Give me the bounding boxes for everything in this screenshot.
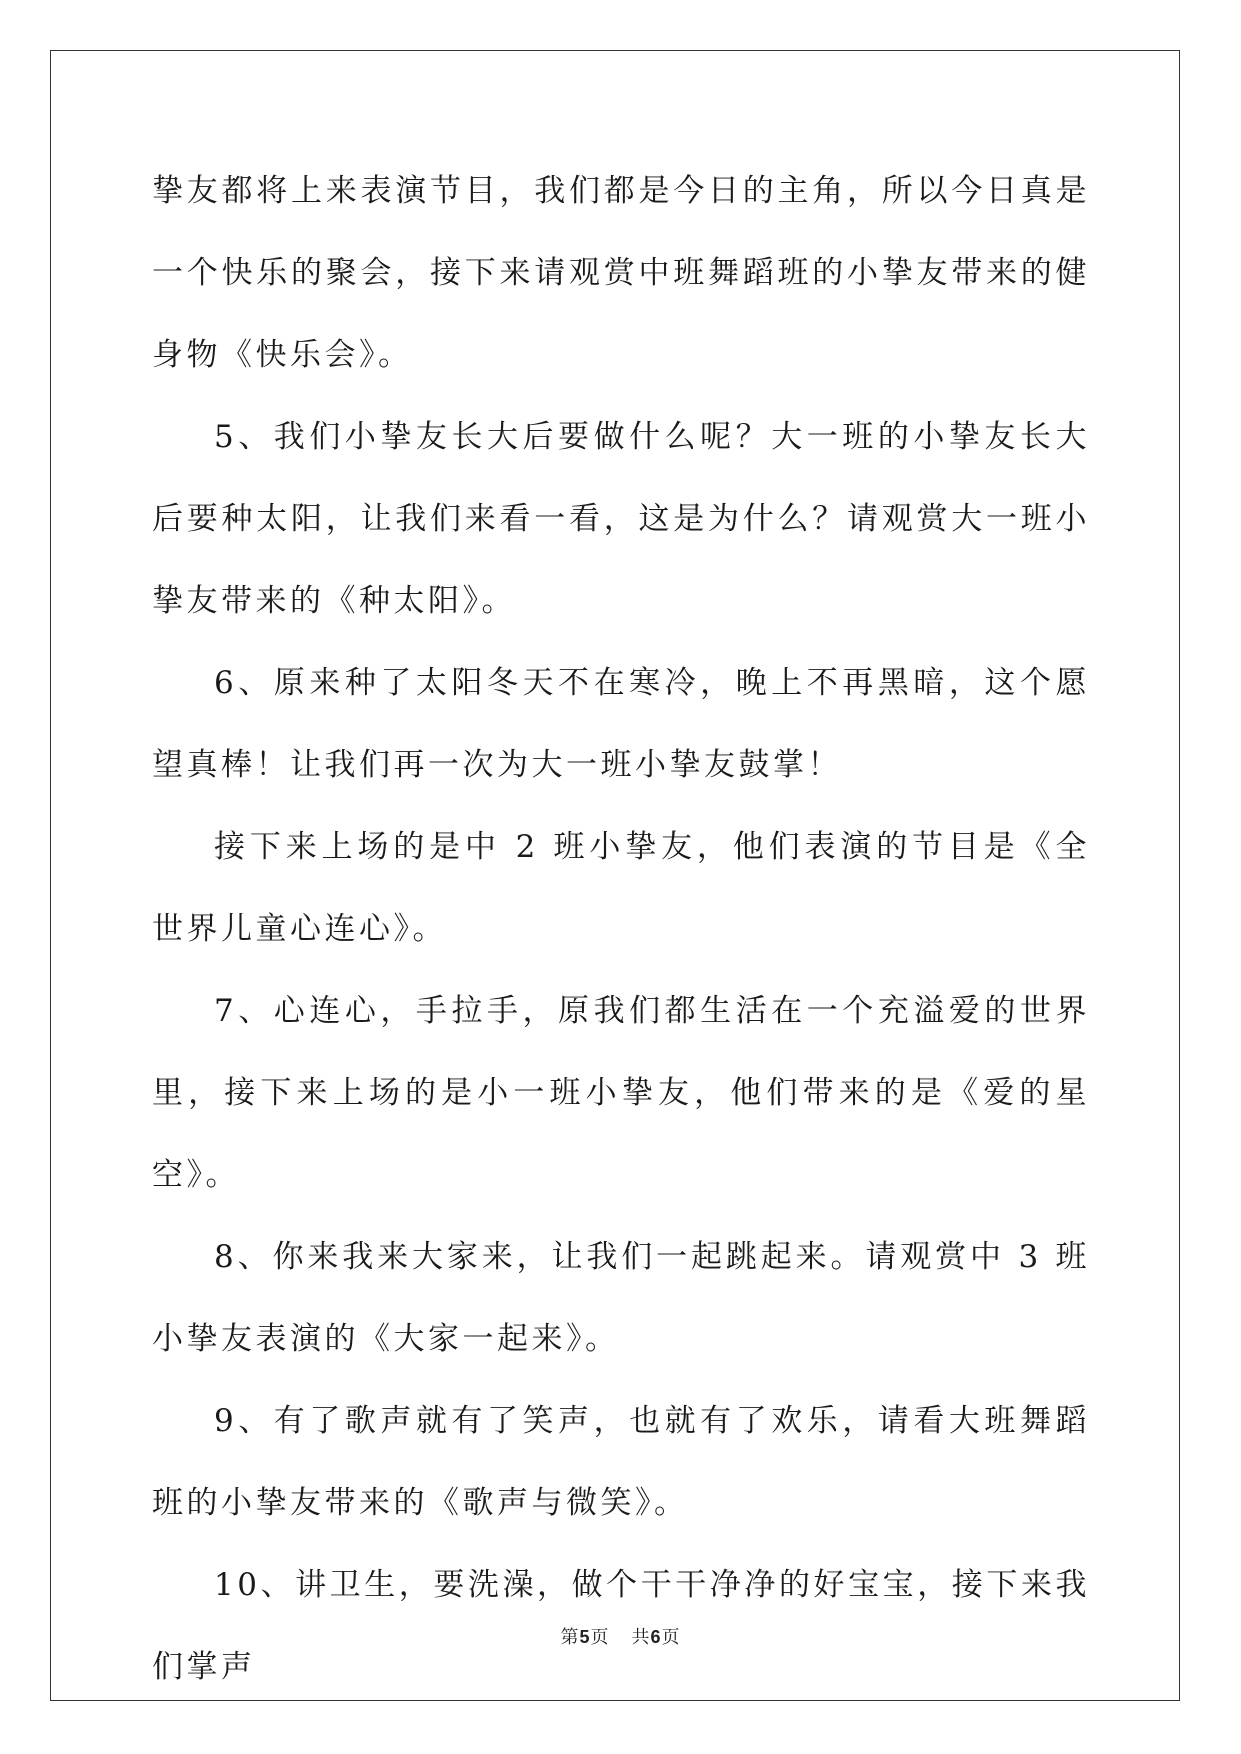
paragraph-1: 挚友都将上来表演节目，我们都是今日的主角，所以今日真是一个快乐的聚会，接下来请观赏中班舞蹈班的小挚友带来的健身物《快乐会》。 [152, 173, 1090, 373]
paragraph-2: 5、我们小挚友长大后要做什么呢？大一班的小挚友长大后要种太阳，让我们来看一看，这是为什么？请观赏大一班小挚友带来的《种太阳》。 [152, 419, 1090, 619]
paragraph-7: 9、有了歌声就有了笑声，也就有了欢乐，请看大班舞蹈班的小挚友带来的《歌声与微笑》。 [152, 1403, 1090, 1521]
total-prefix: 共 [631, 1627, 651, 1648]
page-prefix: 第 [560, 1627, 580, 1648]
paragraph-5: 7、心连心，手拉手，原我们都生活在一个充溢爱的世界里，接下来上场的是小一班小挚友，他们带来的是《爱的星空》。 [152, 993, 1090, 1193]
document-body [152, 150, 1090, 1708]
page-number: 5 [579, 1627, 591, 1647]
page-suffix: 页 [590, 1627, 610, 1648]
paragraph-3: 6、原来种了太阳冬天不在寒冷，晚上不再黑暗，这个愿望真棒！让我们再一次为大一班小挚友鼓掌！ [152, 665, 1090, 783]
total-suffix: 页 [661, 1627, 681, 1648]
paragraph-8: 10、讲卫生，要洗澡，做个干干净净的好宝宝，接下来我们掌声 [152, 1567, 1090, 1685]
total-pages: 6 [650, 1627, 662, 1647]
page-footer [0, 1623, 1241, 1649]
paragraph-4: 接下来上场的是中 2 班小挚友，他们表演的节目是《全世界儿童心连心》。 [152, 829, 1090, 947]
paragraph-6: 8、你来我来大家来，让我们一起跳起来。请观赏中 3 班小挚友表演的《大家一起来》。 [152, 1239, 1090, 1357]
